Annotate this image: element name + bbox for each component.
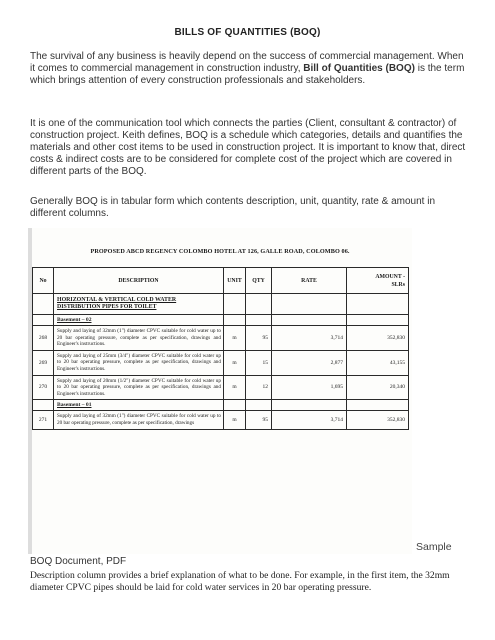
intro-bold-term: Bill of Quantities (BOQ) [303,63,415,74]
item-no: 271 [33,411,54,429]
item-amount: 20,340 [347,375,409,400]
boq-sample-image [28,228,412,554]
boq-project-heading: PROPOSED ABCD REGENCY COLOMBO HOTEL AT 126, GALLE ROAD, COLOMBO 06. [90,248,350,255]
page-title: BILLS OF QUANTITIES (BOQ) [174,27,321,38]
item-description: Supply and laying of 25mm (3/4") diameter CPVC suitable for cold water up to 20 bar operating pressure, complete as per specification, drawings and Engineer's instructions. [54,350,224,375]
sample-label: Sample [416,541,452,553]
item-description: Supply and laying of 20mm (1/2") diameter CPVC suitable for cold water up to 20 bar operating pressure, complete as per specification, drawings and Engineer's instructions. [54,375,224,400]
table-row [33,326,409,351]
item-rate: 1,695 [272,375,347,400]
table-row [33,350,409,375]
header-amount-line2: SLRs [391,281,405,288]
boq-header-row [33,268,409,294]
header-rate: RATE [272,268,347,294]
item-amount: 43,155 [347,350,409,375]
item-no: 270 [33,375,54,400]
table-row [33,411,409,429]
intro-text-end: is the term which brings attention of every construction professionals and stakeholders. [30,63,465,86]
item-amount: 352,830 [347,411,409,429]
item-rate: 3,714 [272,326,347,351]
table-row [33,375,409,400]
item-rate: 3,714 [272,411,347,429]
section-title: HORIZONTAL & VERTICAL COLD WATER DISTRIBUTION PIPES FOR TOILET [54,294,224,315]
item-qty: 12 [246,375,272,400]
item-qty: 15 [246,350,272,375]
header-no: No [33,268,54,294]
item-qty: 95 [246,411,272,429]
subsection-basement-01: Basement – 01 [54,400,224,411]
item-unit: m [224,375,246,400]
boq-table [32,267,409,430]
header-unit: UNIT [224,268,246,294]
subsection-row [33,315,409,326]
item-description: Supply and laying of 32mm (1") diameter CPVC suitable for cold water up to 20 bar operating pressure, complete as per specification, drawings and Engineer's instructions. [54,326,224,351]
item-unit: m [224,326,246,351]
item-rate: 2,877 [272,350,347,375]
header-description: DESCRIPTION [54,268,224,294]
item-qty: 95 [246,326,272,351]
item-amount: 352,830 [347,326,409,351]
image-caption: BOQ Document, PDF [30,556,127,567]
subsection-basement-02: Basement – 02 [54,315,224,326]
subsection-row [33,400,409,411]
item-description: Supply and laying of 32mm (1") diameter CPVC suitable for cold water up to 20 bar operating pressure, complete as per specification, drawings [54,411,224,429]
format-paragraph: Generally BOQ is in tabular form which contents description, unit, quantity, rate & amount in different columns. [30,196,436,219]
definition-paragraph: It is one of the communication tool which connects the parties (Client, consultant & contractor) of construction project. Keith defines, BOQ is a schedule which categories, details and quantifies the materials and other cost items to be used in construction project. It is important to know that, direct costs & indirect costs are to be considered for complete cost of the project which are covered in different parts of the BOQ. [30,118,466,177]
header-amount-line1: AMOUNT - [375,273,405,280]
description-note: Description column provides a brief explanation of what to be done. For example, in the first item, the 32mm diameter CPVC pipes should be laid for cold water services in 20 bar operating pressure. [30,570,450,593]
header-amount [347,268,409,294]
item-unit: m [224,350,246,375]
item-no: 268 [33,326,54,351]
header-qty: QTY [246,268,272,294]
section-row [33,294,409,315]
item-unit: m [224,411,246,429]
intro-paragraph [30,51,470,87]
intro-text: The survival of any business is heavily depend on the success of commercial management. When it comes to commercial management in construction industry, [30,51,464,74]
item-no: 269 [33,350,54,375]
